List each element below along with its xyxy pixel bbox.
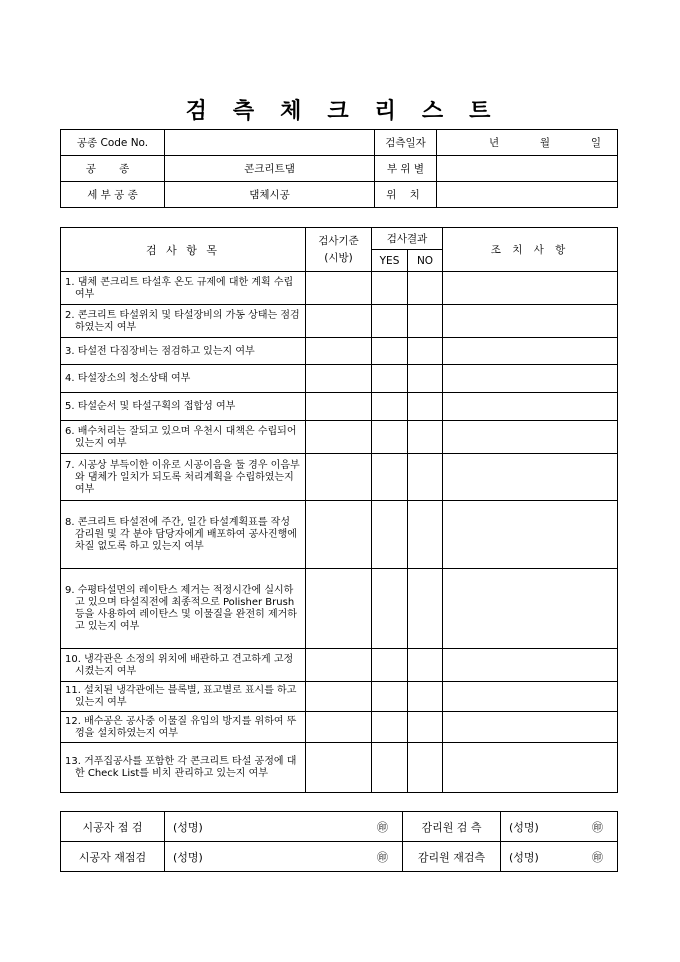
title-char: 측	[232, 98, 259, 124]
action-cell[interactable]	[443, 501, 618, 569]
col-no-header: NO	[408, 250, 443, 272]
header-table	[60, 129, 618, 208]
contractor-recheck-name[interactable]: (성명)	[165, 842, 235, 872]
action-cell[interactable]	[443, 421, 618, 454]
checklist-row	[61, 712, 618, 743]
title-char: 리	[374, 98, 400, 124]
col-yes-header: YES	[372, 250, 408, 272]
seal-icon: ㊞	[235, 812, 403, 842]
supervisor-reinspect-label: 감리원 재검측	[403, 842, 501, 872]
location-label: 위 치	[375, 182, 437, 208]
checklist-item-text: 5. 타설순서 및 타설구획의 접합성 여부	[61, 393, 306, 421]
no-cell[interactable]	[408, 501, 443, 569]
checklist-item-text: 3. 타설전 다짐장비는 점검하고 있는지 여부	[61, 338, 306, 365]
standard-cell[interactable]	[306, 712, 372, 743]
work-type-value[interactable]: 콘크리트댐	[165, 156, 375, 182]
action-cell[interactable]	[443, 393, 618, 421]
part-value[interactable]	[437, 156, 618, 182]
standard-cell[interactable]	[306, 501, 372, 569]
supervisor-inspect-label: 감리원 검 측	[403, 812, 501, 842]
yes-cell[interactable]	[372, 272, 408, 305]
action-cell[interactable]	[443, 305, 618, 338]
supervisor-reinspect-name: (성명)	[509, 850, 539, 864]
checklist-row	[61, 649, 618, 682]
code-value[interactable]	[165, 130, 375, 156]
standard-cell[interactable]	[306, 272, 372, 305]
checklist-row	[61, 421, 618, 454]
no-cell[interactable]	[408, 272, 443, 305]
checklist-item-text: 7. 시공상 부득이한 이유로 시공이음을 둘 경우 이음부와 댐체가 일치가 되도록 처리계획을 수립하였는지 여부	[61, 454, 306, 501]
checklist-row	[61, 365, 618, 393]
document-title	[0, 94, 680, 125]
no-cell[interactable]	[408, 454, 443, 501]
yes-cell[interactable]	[372, 305, 408, 338]
checklist-item-text: 1. 댐체 콘크리트 타설후 온도 규제에 대한 계획 수립 여부	[61, 272, 306, 305]
code-label: 공종 Code No.	[61, 130, 165, 156]
yes-cell[interactable]	[372, 454, 408, 501]
no-cell[interactable]	[408, 743, 443, 793]
location-value[interactable]	[437, 182, 618, 208]
checklist-item-text: 9. 수평타설면의 레이탄스 제거는 적정시간에 실시하고 있으며 타설직전에 최종적으로 Polisher Brush등을 사용하여 레이탄스 및 이물질을 완전히 제거하고 있는지 여부	[61, 569, 306, 649]
checklist-item-text: 10. 냉각관은 소정의 위치에 배관하고 견고하게 고정시켰는지 여부	[61, 649, 306, 682]
supervisor-inspect-field[interactable]	[501, 812, 618, 842]
no-cell[interactable]	[408, 365, 443, 393]
checklist-row	[61, 682, 618, 712]
seal-icon: ㊞	[592, 820, 603, 834]
action-cell[interactable]	[443, 454, 618, 501]
detail-value[interactable]: 댐체시공	[165, 182, 375, 208]
col-action-header: 조 치 사 항	[443, 228, 618, 272]
action-cell[interactable]	[443, 338, 618, 365]
no-cell[interactable]	[408, 338, 443, 365]
col-result-header: 검사결과	[372, 228, 443, 250]
seal-icon: ㊞	[235, 842, 403, 872]
col-standard-line2: (시방)	[324, 251, 353, 264]
title-char: 크	[327, 98, 353, 124]
yes-cell[interactable]	[372, 393, 408, 421]
no-cell[interactable]	[408, 649, 443, 682]
standard-cell[interactable]	[306, 393, 372, 421]
no-cell[interactable]	[408, 712, 443, 743]
title-char: 체	[280, 98, 306, 124]
yes-cell[interactable]	[372, 649, 408, 682]
detail-label: 세 부 공 종	[61, 182, 165, 208]
checklist-row	[61, 569, 618, 649]
yes-cell[interactable]	[372, 501, 408, 569]
standard-cell[interactable]	[306, 305, 372, 338]
checklist-row	[61, 272, 618, 305]
seal-icon: ㊞	[592, 850, 603, 864]
checklist-row	[61, 338, 618, 365]
checklist-row	[61, 454, 618, 501]
checklist-row	[61, 501, 618, 569]
yes-cell[interactable]	[372, 712, 408, 743]
checklist-item-text: 4. 타설장소의 청소상태 여부	[61, 365, 306, 393]
supervisor-reinspect-field[interactable]	[501, 842, 618, 872]
checklist-row	[61, 743, 618, 793]
col-item-header: 검 사 항 목	[61, 228, 306, 272]
day-label: 일	[590, 137, 601, 149]
checklist-item-text: 13. 거푸집공사를 포함한 각 콘크리트 타설 공정에 대한 Check List를 비치 관리하고 있는지 여부	[61, 743, 306, 793]
checklist-item-text: 6. 배수처리는 잘되고 있으며 우천시 대책은 수립되어 있는지 여부	[61, 421, 306, 454]
standard-cell[interactable]	[306, 743, 372, 793]
title-char: 스	[421, 98, 448, 124]
date-label: 검측일자	[375, 130, 437, 156]
supervisor-inspect-name: (성명)	[509, 820, 539, 834]
yes-cell[interactable]	[372, 338, 408, 365]
action-cell[interactable]	[443, 569, 618, 649]
action-cell[interactable]	[443, 272, 618, 305]
checklist-row	[61, 393, 618, 421]
col-standard-line1: 검사기준	[318, 234, 359, 247]
checklist-table	[60, 227, 618, 793]
standard-cell[interactable]	[306, 338, 372, 365]
checklist-item-text: 12. 배수공은 공사중 이물질 유입의 방지를 위하여 뚜껑을 설치하였는지 여부	[61, 712, 306, 743]
checklist-item-text: 8. 콘크리트 타설전에 주간, 일간 타설계획표를 작성 감리원 및 각 분야 담당자에게 배포하여 공사진행에 차질 없도록 하고 있는지 여부	[61, 501, 306, 569]
no-cell[interactable]	[408, 569, 443, 649]
yes-cell[interactable]	[372, 365, 408, 393]
year-label: 년	[489, 137, 500, 149]
part-label: 부 위 별	[375, 156, 437, 182]
title-char: 트	[469, 98, 495, 124]
action-cell[interactable]	[443, 365, 618, 393]
contractor-recheck-label: 시공자 재점검	[61, 842, 165, 872]
yes-cell[interactable]	[372, 569, 408, 649]
no-cell[interactable]	[408, 305, 443, 338]
date-value[interactable]	[437, 130, 618, 156]
standard-cell[interactable]	[306, 454, 372, 501]
month-label: 월	[539, 137, 551, 149]
action-cell[interactable]	[443, 743, 618, 793]
standard-cell[interactable]	[306, 421, 372, 454]
contractor-check-label: 시공자 점 검	[61, 812, 165, 842]
standard-cell[interactable]	[306, 682, 372, 712]
no-cell[interactable]	[408, 421, 443, 454]
standard-cell[interactable]	[306, 649, 372, 682]
yes-cell[interactable]	[372, 682, 408, 712]
checklist-item-text: 11. 설치된 냉각관에는 블록별, 표고별로 표시를 하고 있는지 여부	[61, 682, 306, 712]
checklist-item-text: 2. 콘크리트 타설위치 및 타설장비의 가동 상태는 점검하였는지 여부	[61, 305, 306, 338]
yes-cell[interactable]	[372, 743, 408, 793]
work-type-label: 공 종	[61, 156, 165, 182]
action-cell[interactable]	[443, 682, 618, 712]
contractor-check-name[interactable]: (성명)	[165, 812, 235, 842]
standard-cell[interactable]	[306, 569, 372, 649]
action-cell[interactable]	[443, 712, 618, 743]
col-standard-header	[306, 228, 372, 272]
checklist-row	[61, 305, 618, 338]
action-cell[interactable]	[443, 649, 618, 682]
yes-cell[interactable]	[372, 421, 408, 454]
no-cell[interactable]	[408, 393, 443, 421]
title-char: 검	[185, 98, 211, 124]
signature-table	[60, 811, 618, 872]
standard-cell[interactable]	[306, 365, 372, 393]
no-cell[interactable]	[408, 682, 443, 712]
